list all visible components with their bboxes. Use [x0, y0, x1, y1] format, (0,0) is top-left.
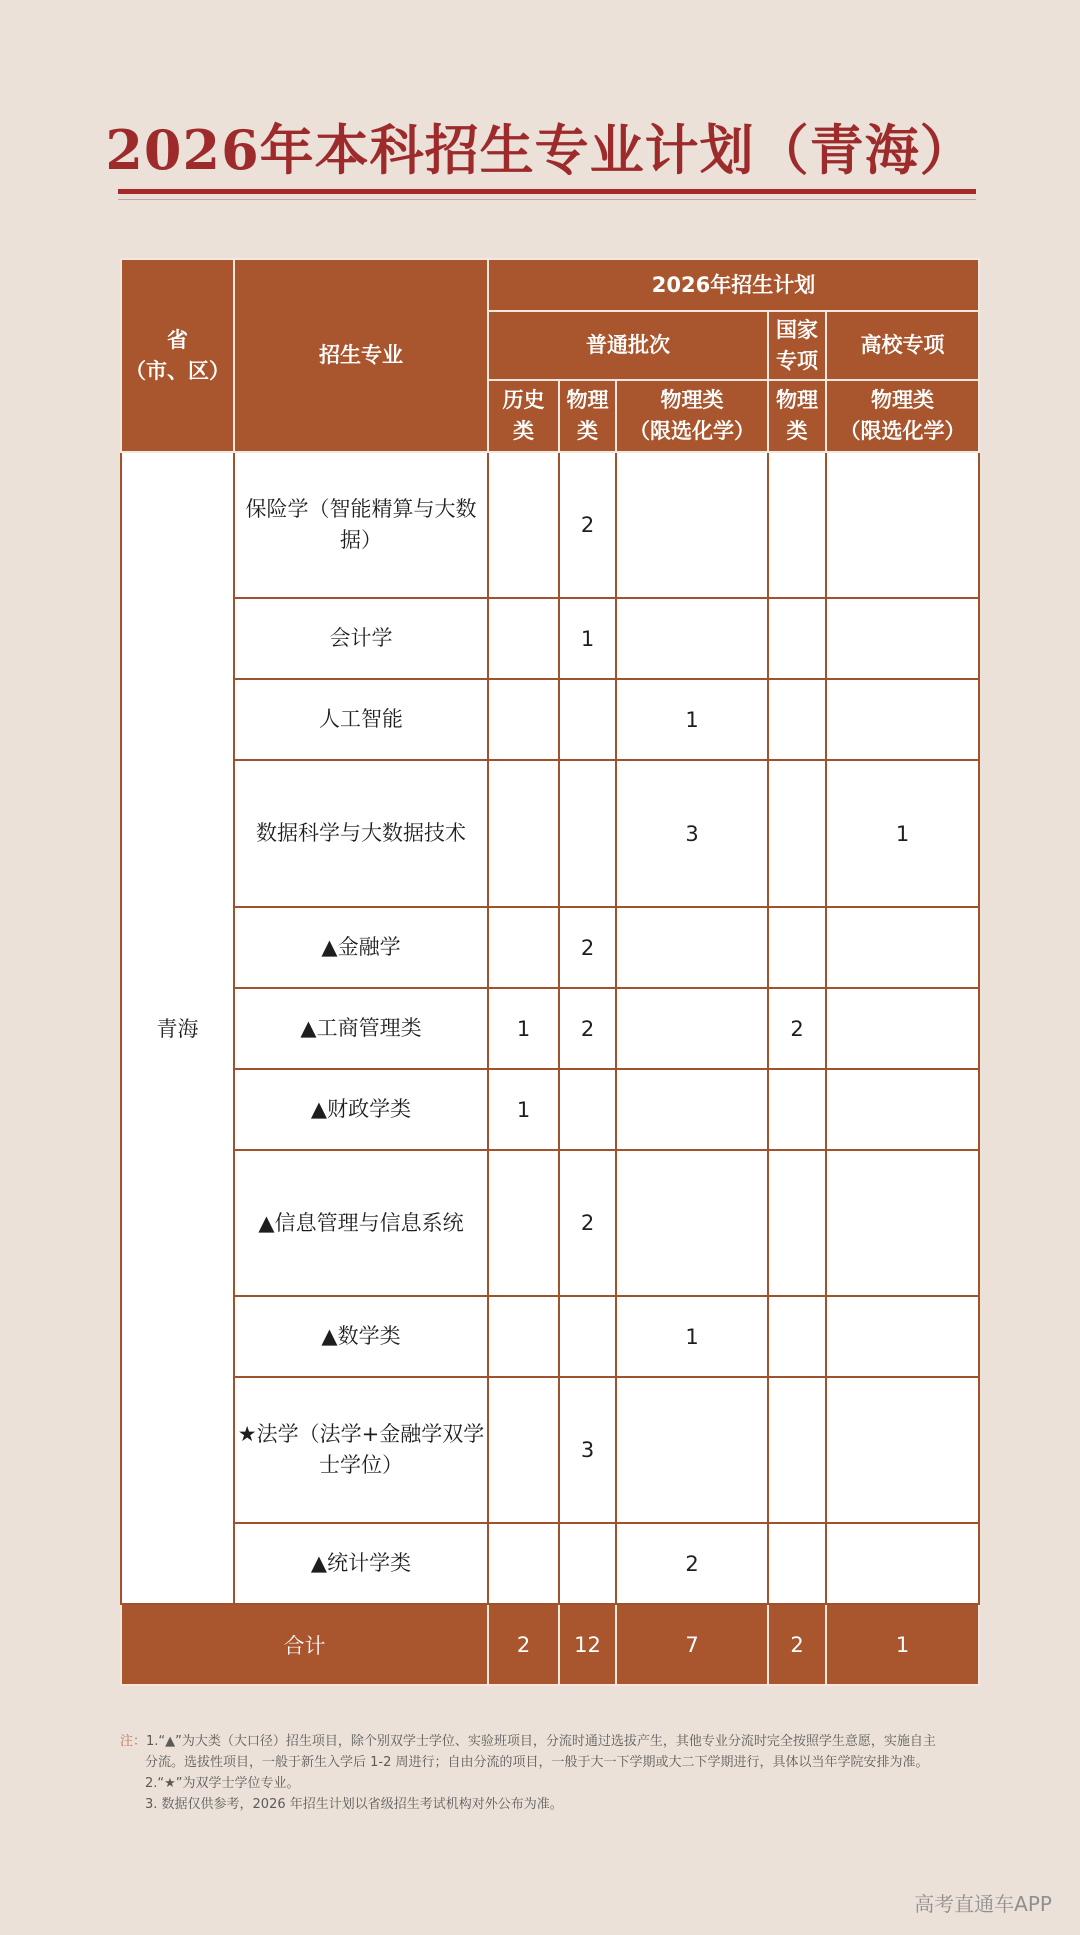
cell-univ — [826, 598, 979, 679]
table-row — [121, 907, 979, 988]
major-name: 会计学 — [234, 598, 488, 679]
cell-history: 1 — [488, 1069, 559, 1150]
major-name: ▲数学类 — [234, 1296, 488, 1377]
cell-national — [768, 1296, 826, 1377]
total-univ: 1 — [826, 1604, 979, 1685]
cell-physics-chem: 3 — [616, 760, 768, 907]
major-name: ▲工商管理类 — [234, 988, 488, 1069]
cell-history — [488, 1150, 559, 1296]
cell-national — [768, 1523, 826, 1604]
footnote-1: 注：1.“▲”为大类（大口径）招生项目，除个别双学士学位、实验班项目，分流时通过选拔产生，其他专业分流时完全按照学生意愿，实施自主 — [120, 1734, 936, 1749]
table-row — [121, 679, 979, 760]
total-national: 2 — [768, 1604, 826, 1685]
table-row — [121, 760, 979, 907]
cell-history — [488, 1377, 559, 1523]
cell-history — [488, 907, 559, 988]
cell-physics: 2 — [559, 452, 616, 598]
cell-univ — [826, 1150, 979, 1296]
title-underline — [118, 189, 976, 194]
cell-physics: 2 — [559, 1150, 616, 1296]
major-name: ▲统计学类 — [234, 1523, 488, 1604]
page-title: 2026年本科招生专业计划（青海） — [105, 118, 975, 182]
cell-physics — [559, 760, 616, 907]
major-name: ★法学（法学+金融学双学士学位） — [234, 1377, 488, 1523]
table-row — [121, 1377, 979, 1523]
table-row — [121, 1296, 979, 1377]
total-label: 合计 — [121, 1604, 488, 1685]
total-history: 2 — [488, 1604, 559, 1685]
cell-history — [488, 1523, 559, 1604]
major-name: ▲金融学 — [234, 907, 488, 988]
cell-physics: 2 — [559, 907, 616, 988]
cell-history — [488, 598, 559, 679]
header-col-physics: 物理 类 — [559, 380, 616, 452]
cell-national — [768, 598, 826, 679]
cell-physics: 3 — [559, 1377, 616, 1523]
cell-national — [768, 452, 826, 598]
cell-physics — [559, 1523, 616, 1604]
header-col-univ-physics-chem: 物理类 （限选化学） — [826, 380, 979, 452]
cell-physics — [559, 1296, 616, 1377]
cell-history — [488, 1296, 559, 1377]
table-row — [121, 598, 979, 679]
table-row — [121, 1150, 979, 1296]
cell-physics-chem — [616, 452, 768, 598]
footnote-2: 2.“★”为双学士学位专业。 — [145, 1776, 300, 1791]
footnotes — [120, 1731, 980, 1815]
cell-physics-chem — [616, 598, 768, 679]
table-row — [121, 1523, 979, 1604]
cell-physics: 1 — [559, 598, 616, 679]
cell-national — [768, 679, 826, 760]
table-row — [121, 1069, 979, 1150]
cell-history — [488, 452, 559, 598]
cell-history — [488, 679, 559, 760]
cell-national — [768, 1377, 826, 1523]
header-ordinary-batch: 普通批次 — [488, 311, 768, 380]
cell-univ — [826, 988, 979, 1069]
header-col-national-physics: 物理 类 — [768, 380, 826, 452]
cell-physics-chem — [616, 1150, 768, 1296]
header-major: 招生专业 — [234, 259, 488, 452]
header-national-special: 国家 专项 — [768, 311, 826, 380]
cell-physics — [559, 679, 616, 760]
cell-univ: 1 — [826, 760, 979, 907]
enrollment-plan-table — [120, 258, 980, 1686]
cell-physics — [559, 1069, 616, 1150]
table-row — [121, 988, 979, 1069]
table-row — [121, 452, 979, 598]
cell-national — [768, 1069, 826, 1150]
cell-physics-chem: 1 — [616, 679, 768, 760]
cell-history — [488, 760, 559, 907]
header-province: 省 （市、区） — [121, 259, 234, 452]
header-plan-2026: 2026年招生计划 — [488, 259, 979, 311]
cell-physics: 2 — [559, 988, 616, 1069]
major-name: 数据科学与大数据技术 — [234, 760, 488, 907]
cell-national: 2 — [768, 988, 826, 1069]
cell-physics-chem — [616, 1377, 768, 1523]
cell-national — [768, 1150, 826, 1296]
cell-physics-chem — [616, 1069, 768, 1150]
cell-univ — [826, 1069, 979, 1150]
footnote-3: 3. 数据仅供参考，2026 年招生计划以省级招生考试机构对外公布为准。 — [145, 1797, 563, 1812]
footnote-lead: 注： — [120, 1734, 147, 1749]
cell-physics-chem — [616, 907, 768, 988]
cell-univ — [826, 1377, 979, 1523]
total-physics: 12 — [559, 1604, 616, 1685]
cell-univ — [826, 679, 979, 760]
title-underline-thin — [118, 199, 976, 200]
cell-physics-chem: 2 — [616, 1523, 768, 1604]
cell-history: 1 — [488, 988, 559, 1069]
watermark: 高考直通车APP — [914, 1892, 1052, 1916]
major-name: 人工智能 — [234, 679, 488, 760]
cell-univ — [826, 1296, 979, 1377]
major-name: ▲信息管理与信息系统 — [234, 1150, 488, 1296]
cell-national — [768, 907, 826, 988]
footnote-1-cont: 分流。选拔性项目，一般于新生入学后 1-2 周进行；自由分流的项目，一般于大一下学期或大二下学期进行，具体以当年学院安排为准。 — [145, 1755, 929, 1770]
province-cell: 青海 — [121, 452, 234, 1604]
major-name: ▲财政学类 — [234, 1069, 488, 1150]
cell-univ — [826, 907, 979, 988]
header-university-special: 高校专项 — [826, 311, 979, 380]
header-col-history: 历史 类 — [488, 380, 559, 452]
cell-physics-chem — [616, 988, 768, 1069]
total-row — [121, 1604, 979, 1685]
header-col-physics-chem: 物理类 （限选化学） — [616, 380, 768, 452]
cell-physics-chem: 1 — [616, 1296, 768, 1377]
cell-univ — [826, 452, 979, 598]
total-physics-chem: 7 — [616, 1604, 768, 1685]
cell-univ — [826, 1523, 979, 1604]
major-name: 保险学（智能精算与大数据） — [234, 452, 488, 598]
cell-national — [768, 760, 826, 907]
